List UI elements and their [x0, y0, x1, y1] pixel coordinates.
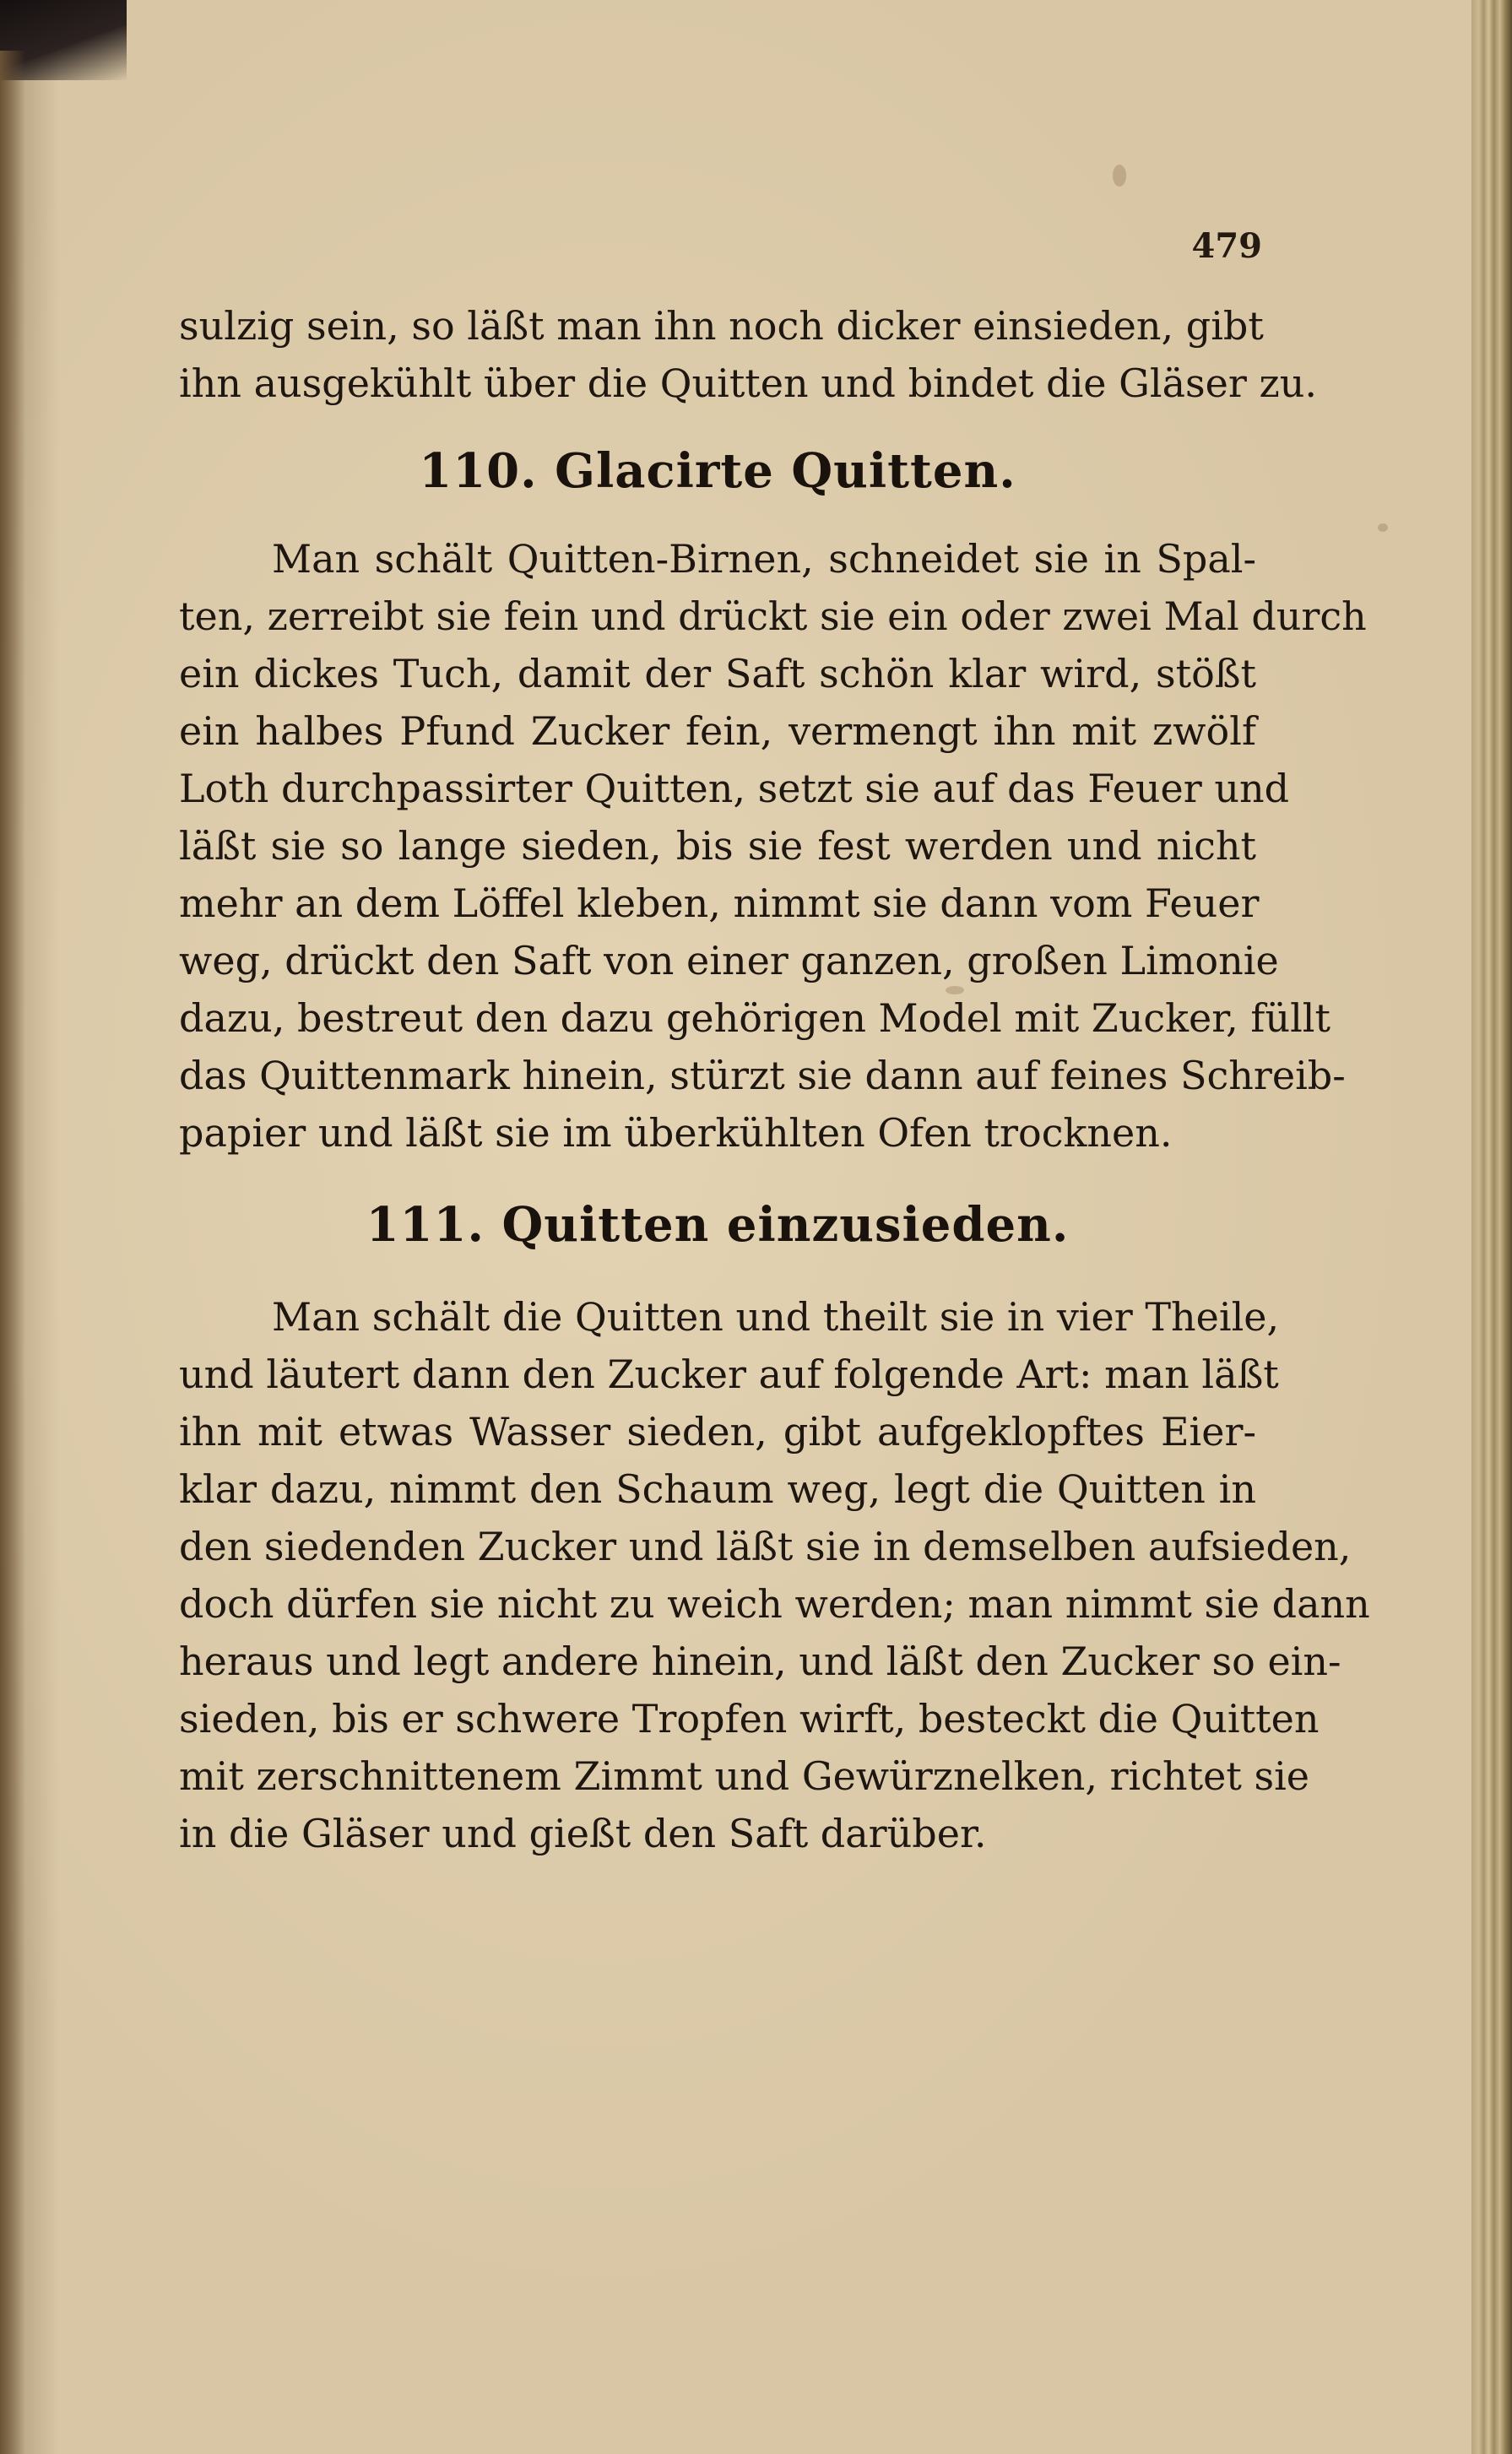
text-line: klar dazu, nimmt den Schaum weg, legt die Quitten in [179, 1466, 1256, 1512]
text-line: weg, drückt den Saft von einer ganzen, großen Limonie [179, 938, 1279, 983]
recipe-heading [179, 1162, 1256, 1288]
text-line: Man schält Quitten-Birnen, schneidet sie in Spal- [272, 536, 1256, 582]
text-line: papier und läßt sie im überkühlten Ofen trocknen. [179, 1110, 1173, 1156]
recipe-paragraph [179, 1288, 1370, 1862]
recipe-heading [179, 412, 1256, 530]
continuation-paragraph [179, 297, 1317, 412]
text-line: ihn mit etwas Wasser sieden, gibt aufgeklopftes Eier- [179, 1409, 1256, 1455]
recipe-number: 110. [419, 443, 538, 499]
text-line: ein dickes Tuch, damit der Saft schön klar wird, stößt [179, 651, 1256, 696]
text-line: läßt sie so lange sieden, bis sie fest werden und nicht [179, 823, 1256, 869]
text-line: ein halbes Pfund Zucker fein, vermengt ihn mit zwölf [179, 708, 1256, 754]
text-line: dazu, bestreut den dazu gehörigen Model mit Zucker, füllt [179, 995, 1330, 1041]
text-line: ihn ausgekühlt über die Quitten und bindet die Gläser zu. [179, 360, 1317, 406]
text-line: mit zerschnittenem Zimmt und Gewürznelken, richtet sie [179, 1753, 1310, 1799]
text-line: mehr an dem Löffel kleben, nimmt sie dann vom Feuer [179, 880, 1260, 926]
text-line: heraus und legt andere hinein, und läßt den Zucker so ein- [179, 1639, 1341, 1684]
paper-stain [1113, 165, 1126, 187]
gutter-shadow [0, 51, 25, 2454]
paper-stain [1378, 523, 1388, 532]
page-edge [1471, 0, 1512, 2454]
recipe-number: 111. [366, 1197, 485, 1253]
text-line: Man schält die Quitten und theilt sie in vier Theile, [272, 1294, 1280, 1340]
recipe-title: Glacirte Quitten. [555, 443, 1016, 499]
recipe-title: Quitten einzusieden. [501, 1197, 1070, 1253]
text-line: in die Gläser und gießt den Saft darüber. [179, 1811, 987, 1856]
text-line: das Quittenmark hinein, stürzt sie dann auf feines Schreib- [179, 1053, 1346, 1098]
text-line: Loth durchpassirter Quitten, setzt sie auf das Feuer und [179, 766, 1290, 811]
text-line: sieden, bis er schwere Tropfen wirft, besteckt die Quitten [179, 1696, 1320, 1742]
text-line: sulzig sein, so läßt man ihn noch dicker einsieden, gibt [179, 303, 1264, 349]
text-line: doch dürfen sie nicht zu weich werden; man nimmt sie dann [179, 1581, 1370, 1627]
page-number: 479 [1191, 226, 1262, 266]
recipe-paragraph [179, 530, 1367, 1162]
text-line: und läutert dann den Zucker auf folgende Art: man läßt [179, 1352, 1279, 1397]
text-line: ten, zerreibt sie fein und drückt sie ein oder zwei Mal durch [179, 593, 1367, 639]
page-text [179, 297, 1370, 1862]
text-line: den siedenden Zucker und läßt sie in demselben aufsieden, [179, 1524, 1352, 1569]
